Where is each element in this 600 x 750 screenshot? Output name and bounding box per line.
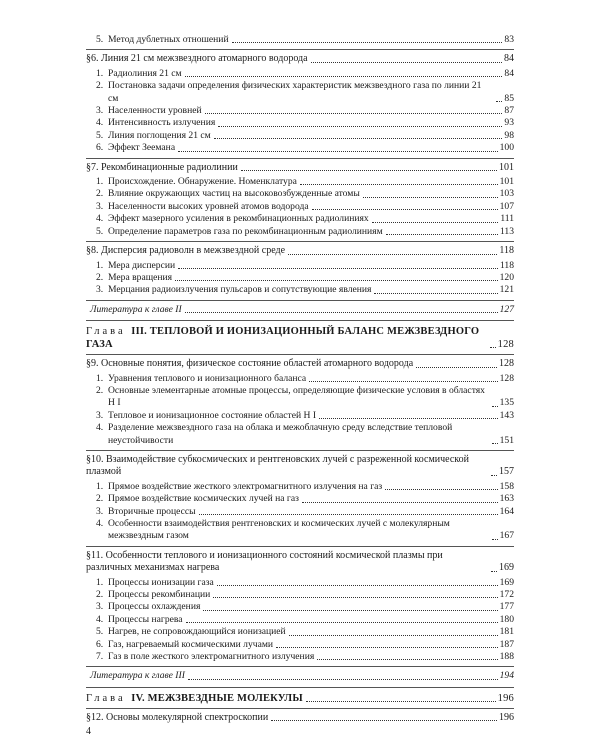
entry-number: 3. [96,505,104,517]
entry-title-text: Населенности высоких уровней атомов водорода [108,200,309,212]
entry-title-text: §7. Рекомбинационные радиолинии [86,161,238,173]
entry-number: 6. [96,142,104,154]
entry-title-text: Процессы нагрева [108,613,183,625]
entry-title [96,651,315,663]
entry-number: 1. [96,576,104,588]
entry-page-number: 101 [499,161,514,173]
entry-title-text: Литература к главе III [90,670,185,682]
entry-page-number: 157 [499,466,514,478]
entry-page-number: 163 [499,493,514,505]
entry-title [96,225,383,238]
dot-leader [363,197,498,198]
entry-number: 2. [96,188,104,200]
dot-leader [311,62,502,63]
toc-subentry [86,213,514,225]
entry-title [96,117,216,129]
chapter-title-text: III. ТЕПЛОВОЙ И ИОНИЗАЦИОННЫЙ БАЛАНС МЕЖЗВЕЗДНОГО ГАЗА [86,326,480,351]
entry-page-number: 127 [499,303,514,315]
entry-title-text: Мера вращения [108,271,173,283]
entry-title [86,162,238,174]
entry-page-number: 84 [504,67,514,79]
entry-title [96,480,383,493]
entry-number: 3. [96,409,104,421]
entry-title [86,550,488,575]
entry-title [96,638,274,651]
dot-leader [302,502,498,503]
entry-page-number: 121 [499,284,514,296]
toc-section [86,162,514,174]
entry-page-number: 151 [499,434,514,446]
toc-subentry [86,117,514,129]
entry-page-number: 111 [500,213,514,225]
toc-subentry [86,260,514,272]
entry-title [96,142,176,154]
dot-leader [241,170,497,171]
entry-title-text: Уравнения теплового и ионизационного баланса [108,372,307,384]
entry-page-number: 158 [499,480,514,492]
dot-leader [372,222,499,223]
toc-section [86,53,514,65]
table-of-contents [86,34,514,726]
entry-number: 3. [96,601,104,613]
entry-title [86,454,488,479]
entry-number: 7. [96,651,104,663]
dot-leader [491,571,497,572]
chapter-word: Глава [86,326,132,338]
toc-subentry [86,651,514,663]
dot-leader [178,268,498,269]
divider-rule [86,49,514,50]
entry-page-number: 180 [499,613,514,625]
dot-leader [217,585,498,586]
entry-number: 2. [96,589,104,601]
dot-leader [188,679,498,680]
toc-subentry [86,601,514,613]
toc-subentry [86,105,514,117]
entry-number: 3. [96,200,104,212]
entry-page-number: 120 [499,271,514,283]
entry-title-text: Разделение межзвездного газа на облака и межоблачную среду вследствие тепловой неустойчивости [108,422,453,446]
entry-title [86,712,268,724]
entry-number: 1. [96,480,104,492]
toc-subentry [86,626,514,638]
entry-title [96,576,214,589]
entry-title-text: Линия поглощения 21 см [108,129,211,141]
toc-subentry [86,481,514,493]
entry-number: 4. [96,117,104,129]
toc-subentry [86,373,514,385]
entry-title [96,188,360,200]
entry-page-number: 181 [499,626,514,638]
entry-title [96,67,182,80]
entry-title [90,304,182,316]
entry-page-number: 172 [499,589,514,601]
dot-leader [288,254,497,255]
entry-title [96,505,196,518]
toc-subentry [86,284,514,296]
dot-leader [385,489,497,490]
toc-subentry [86,188,514,200]
entry-page-number: 85 [504,92,514,104]
entry-page-number: 196 [497,692,514,704]
dot-leader [309,381,497,382]
entry-number: 1. [96,259,104,271]
toc-literature [86,670,514,682]
toc-subentry [86,493,514,505]
entry-number: 5. [96,129,104,141]
entry-title-text: Основные элементарные атомные процессы, определяющие физические условия в областях H I [108,384,485,409]
dot-leader [416,367,497,368]
toc-subentry [86,68,514,80]
entry-number: 2. [96,384,104,396]
entry-title-text: §9. Основные понятия, физическое состояние областей атомарного водорода [86,358,414,370]
entry-number: 4. [96,213,104,225]
divider-rule [86,708,514,709]
dot-leader [317,659,497,660]
entry-title [96,626,286,638]
toc-subentry [86,577,514,589]
dot-leader [178,151,498,152]
dot-leader [374,293,497,294]
entry-title-text: Литература к главе II [90,303,182,315]
entry-number: 4. [96,613,104,625]
dot-leader [218,126,502,127]
dot-leader [319,418,498,419]
entry-title-text: Интенсивность излучения [108,117,216,129]
entry-number: 2. [96,271,104,283]
entry-title [96,372,307,385]
entry-page-number: 118 [499,245,514,257]
dot-leader [203,610,497,611]
entry-page-number: 87 [504,105,514,117]
entry-page-number: 177 [499,601,514,613]
toc-literature [86,304,514,316]
toc-subentry [86,410,514,422]
entry-title [96,34,229,46]
entry-page-number: 84 [504,53,514,65]
entry-title [96,409,317,422]
entry-title-text: Метод дублетных отношений [108,34,229,45]
entry-page-number: 135 [499,397,514,409]
dot-leader [232,42,503,43]
chapter-heading [86,325,514,351]
entry-page-number: 113 [499,225,514,237]
entry-title-text: Радиолиния 21 см [108,67,182,79]
entry-title-text: Происхождение. Обнаружение. Номенклатура [108,176,297,188]
entry-page-number: 169 [499,562,514,574]
entry-page-number: 107 [499,200,514,212]
toc-section [86,454,514,479]
dot-leader [199,514,498,515]
entry-page-number: 194 [499,670,514,682]
dot-leader [312,209,498,210]
dot-leader [490,347,496,348]
dot-leader [492,406,498,407]
entry-title-text: Вторичные процессы [108,505,196,517]
divider-rule [86,241,514,242]
entry-title-text: Определение параметров газа по рекомбинационным радиолиниям [108,225,383,237]
entry-number: 1. [96,372,104,384]
entry-page-number: 187 [499,638,514,650]
entry-title-text: Процессы охлаждения [108,601,201,613]
dot-leader [491,475,497,476]
dot-leader [205,113,503,114]
entry-page-number: 196 [499,711,514,723]
entry-title [96,271,173,284]
divider-rule [86,687,514,688]
entry-page-number: 100 [499,142,514,154]
chapter-title [86,325,487,351]
entry-title [96,129,211,142]
entry-title-text: §11. Особенности теплового и ионизационного состояний космической плазмы при различных механизмах нагрева [86,549,443,574]
entry-title [86,245,285,257]
toc-subentry [86,385,514,410]
entry-title-text: Прямое воздействие космических лучей на газ [108,493,299,505]
entry-title [96,176,297,188]
entry-title-text: §8. Дисперсия радиоволн в межзвездной среде [86,245,286,257]
entry-title-text: Нагрев, не сопровождающийся ионизацией [108,626,286,638]
entry-title-text: Влияние окружающих частиц на высоковозбужденные атомы [108,188,360,200]
dot-leader [386,234,498,235]
toc-section [86,550,514,575]
chapter-word: Глава [86,692,132,704]
entry-title [90,670,185,682]
entry-title [96,105,202,117]
divider-rule [86,320,514,321]
entry-title-text: Особенности взаимодействия рентгеновских и космических лучей с молекулярным межзвездным газом [108,518,450,542]
entry-title-text: §6. Линия 21 см межзвездного атомарного водорода [86,53,308,65]
entry-title [96,601,201,613]
divider-rule [86,300,514,301]
entry-title [96,80,493,105]
entry-page-number: 128 [497,339,514,351]
dot-leader [175,280,498,281]
dot-leader [492,539,498,540]
entry-page-number: 118 [499,259,514,271]
entry-page-number: 188 [499,651,514,663]
toc-subentry [86,518,514,543]
toc-subentry [86,272,514,284]
toc-subentry [86,201,514,213]
entry-page-number: 167 [499,530,514,542]
entry-title [96,384,489,410]
entry-title [86,358,413,370]
toc-subentry [86,589,514,601]
dot-leader [271,720,497,721]
entry-title-text: Газ в поле жесткого электромагнитного излучения [108,651,315,663]
entry-title-text: Населенности уровней [108,105,202,117]
toc-subentry [86,80,514,105]
dot-leader [496,101,502,102]
entry-number: 1. [96,176,104,188]
entry-number: 3. [96,105,104,117]
entry-page-number: 83 [504,34,514,45]
toc-subentry [86,130,514,142]
entry-title-text: Мера дисперсии [108,259,176,271]
chapter-title [86,692,303,705]
entry-title-text: Эффект мазерного усиления в рекомбинационных радиолиниях [108,213,369,225]
toc-subentry [86,614,514,626]
divider-rule [86,666,514,667]
toc-section [86,712,514,724]
dot-leader [492,443,498,444]
entry-title-text: Процессы ионизации газа [108,576,214,588]
entry-title-text: Газ, нагреваемый космическими лучами [108,638,274,650]
entry-number: 6. [96,638,104,650]
entry-number: 4. [96,518,104,529]
entry-number: 2. [96,493,104,505]
toc-subentry [86,639,514,651]
entry-title [96,284,372,296]
dot-leader [185,312,498,313]
divider-rule [86,546,514,547]
entry-page-number: 103 [499,188,514,200]
divider-rule [86,450,514,451]
entry-title-text: Процессы рекомбинации [108,589,211,601]
divider-rule [86,354,514,355]
entry-title [96,200,309,213]
entry-title-text: §12. Основы молекулярной спектроскопии [86,711,269,723]
toc-section [86,245,514,257]
entry-number: 5. [96,626,104,638]
entry-page-number: 128 [499,372,514,384]
toc-subentry [86,176,514,188]
dot-leader [214,138,503,139]
dot-leader [306,701,496,702]
toc-subentry [86,226,514,238]
entry-number: 3. [96,284,104,296]
page-number: 4 [86,726,91,737]
entry-page-number: 128 [499,358,514,370]
entry-title-text: Эффект Зеемана [108,142,176,154]
entry-title [96,213,369,225]
dot-leader [186,622,498,623]
entry-number: 1. [96,67,104,79]
chapter-title-text: IV. МЕЖЗВЕЗДНЫЕ МОЛЕКУЛЫ [131,692,303,704]
toc-subentry [86,506,514,518]
entry-title [96,422,489,447]
dot-leader [289,635,498,636]
chapter-heading [86,692,514,705]
toc-subentry [86,422,514,447]
entry-number: 4. [96,422,104,434]
entry-title [96,493,299,505]
entry-title [96,589,211,601]
entry-title-text: Тепловое и ионизационное состояние областей H I [108,409,317,421]
entry-title-text: Мерцания радиоизлучения пульсаров и сопутствующие явления [108,284,372,296]
entry-page-number: 93 [504,117,514,129]
entry-number: 2. [96,80,104,92]
entry-page-number: 143 [499,409,514,421]
entry-page-number: 101 [499,176,514,188]
entry-page-number: 98 [504,129,514,141]
entry-title [96,518,489,543]
toc-subentry [86,142,514,154]
dot-leader [213,597,497,598]
entry-title [96,613,183,626]
toc-subentry [86,34,514,46]
toc-section [86,358,514,370]
entry-title-text: Прямое воздействие жесткого электромагнитного излучения на газ [108,480,383,492]
dot-leader [276,647,498,648]
divider-rule [86,158,514,159]
entry-page-number: 169 [499,576,514,588]
entry-title-text: Постановка задачи определения физических характеристик межзвездного газа по линии 21 см [108,80,482,104]
entry-title [86,53,308,65]
dot-leader [185,76,503,77]
dot-leader [300,184,498,185]
entry-title-text: §10. Взаимодействие субкосмических и рентгеновских лучей с разреженной космической плазмой [86,453,469,478]
entry-number: 5. [96,34,104,45]
entry-title [96,259,176,272]
entry-number: 5. [96,225,104,237]
entry-page-number: 164 [499,505,514,517]
